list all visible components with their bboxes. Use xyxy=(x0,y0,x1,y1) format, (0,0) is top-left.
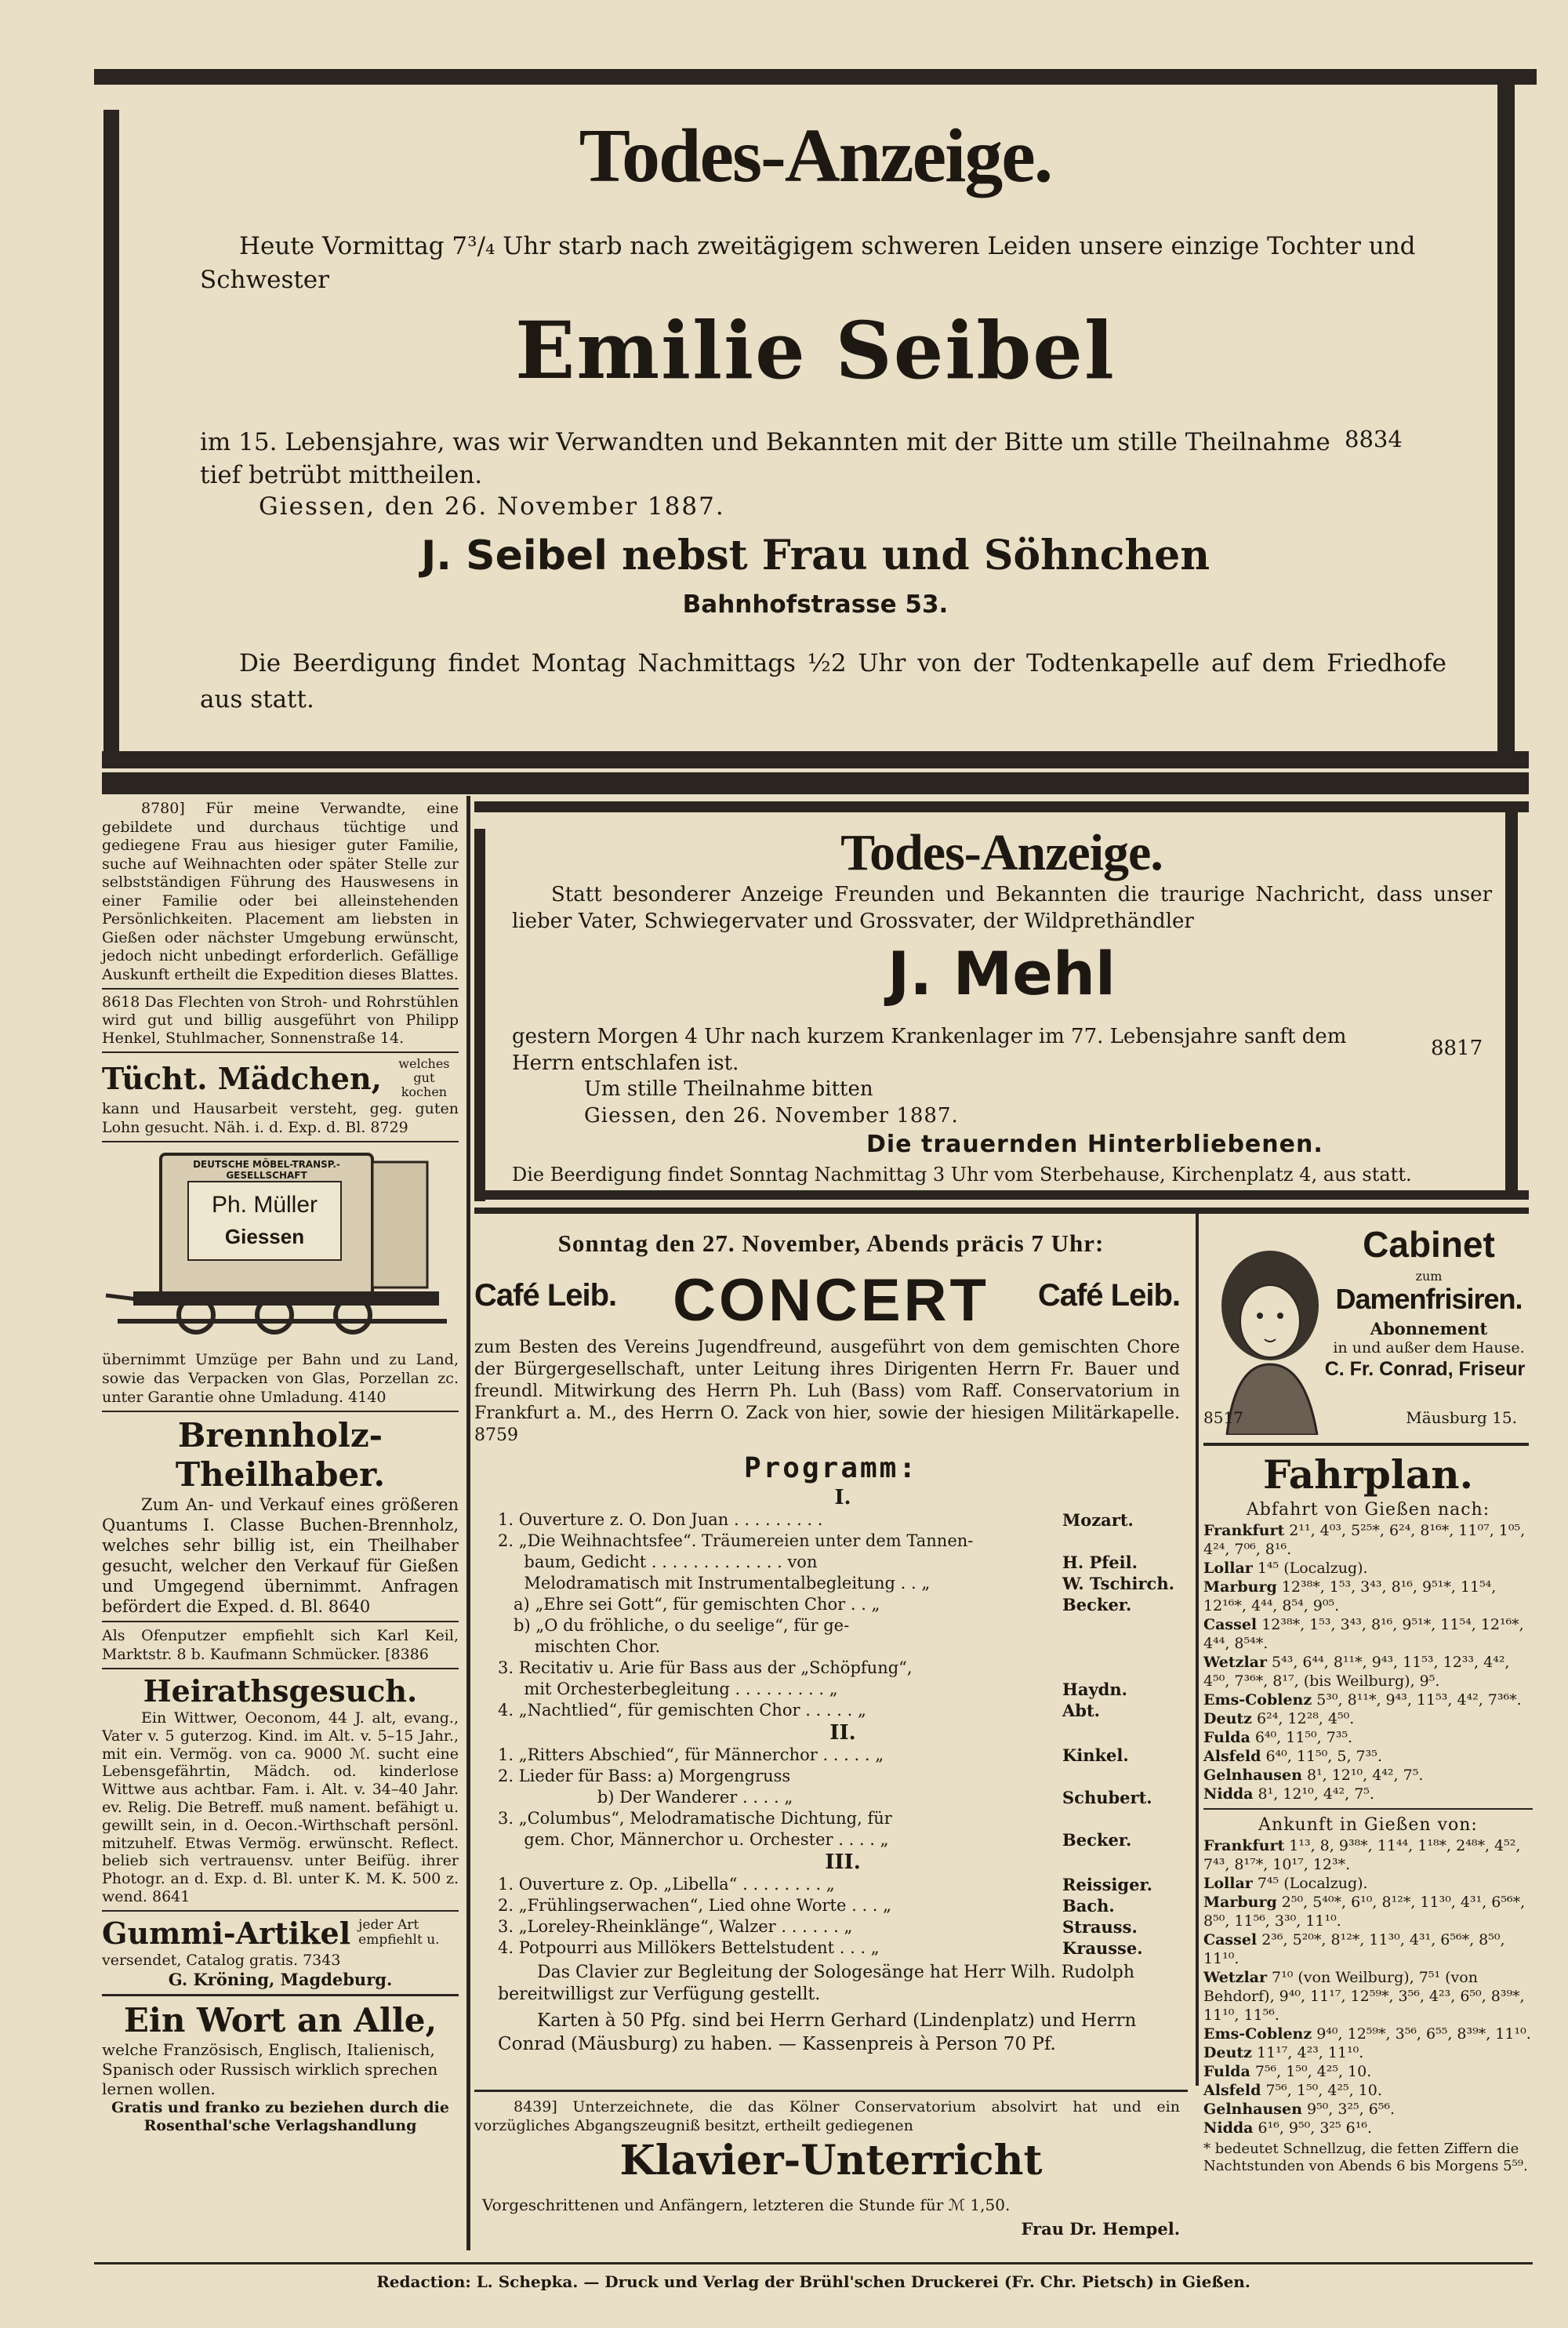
piano-body: Vorgeschrittenen und Anfängern, letzteren die Stunde für ℳ 1,50. xyxy=(482,2195,1011,2214)
program-item-composer: Reissiger. xyxy=(1062,1875,1152,1894)
left-divider xyxy=(102,1621,459,1622)
cabinet-title: Cabinet xyxy=(1363,1224,1495,1265)
ad-marriage-body: Ein Wittwer, Oeconom, 44 J. alt, evang., Vater v. 5 guterzog. Kind. im Alt. v. 5–15 Jahr., mit ein. Vermög. von ca. 9000 ℳ. sucht eine Lebensgefährtin, Mädch. od. kinderlose Wittwe aus achtbar. Fam. i. Alt. v. 34–40 Jahr. ev. Relig. Die Betreff. muß nament. befähigt u. gewillt sein, in d. Oecon.-Wirthschaft persönl. mitzuhelf. Etwas Vermög. erwünscht. Reflect. belieb sich vertrauensv. unter Beifüg. ihrer Photogr. an d. Exp. d. Bl. unter K. M. K. 500 z. wend. 8641 xyxy=(102,1709,459,1905)
program-item-composer xyxy=(1062,1531,1188,1552)
program-item-title: mit Orchesterbegleitung . . . . . . . . . „ xyxy=(498,1680,838,1698)
concert-venue-right: Café Leib. xyxy=(1037,1278,1180,1313)
cabinet-number: 8517 xyxy=(1203,1408,1243,1427)
timetable-times: 7⁵⁶, 1⁵⁰, 4²⁵, 10. xyxy=(1254,2063,1372,2080)
program-items-3 xyxy=(498,1874,1188,1959)
mehl-place-date: Giessen, den 26. November 1887. xyxy=(584,1104,959,1128)
timetable-row xyxy=(1203,2025,1533,2043)
program-item-title: b) „O du fröhliche, o du seelige“, für ge- xyxy=(498,1616,850,1635)
mehl-signers: Die trauernden Hinterbliebenen. xyxy=(866,1131,1323,1158)
departures-head: Abfahrt von Gießen nach: xyxy=(1246,1500,1490,1520)
timetable-times: 1¹³, 8, 9³⁸*, 11⁴⁴, 1¹⁸*, 2⁴⁸*, 4⁵², 7⁴³, 8¹⁷*, 10¹⁷, 12³*. xyxy=(1203,1837,1521,1873)
timetable-city: Alsfeld xyxy=(1203,1748,1261,1765)
timetable-times: 2³⁶, 5²⁰*, 8¹²*, 11³⁰, 4³¹, 6⁵⁶*, 8⁵⁰, 11¹⁰. xyxy=(1203,1931,1505,1967)
ad-firewood-head: Brennholz-Theilhaber. xyxy=(175,1416,386,1494)
program-item-title: gem. Chor, Männerchor u. Orchester . . . . „ xyxy=(498,1830,889,1849)
program-item xyxy=(498,1938,1188,1959)
cabinet-street: Mäusburg 15. xyxy=(1406,1408,1517,1427)
program-item-composer: Krausse. xyxy=(1062,1938,1143,1958)
timetable-city: Ems-Coblenz xyxy=(1203,2025,1312,2043)
ad-rubber-head: Gummi-Artikel xyxy=(102,1915,351,1951)
program-part-3: III. xyxy=(825,1850,861,1874)
timetable-city: Ems-Coblenz xyxy=(1203,1691,1312,1709)
program-items-1 xyxy=(498,1509,1188,1721)
program-item-composer xyxy=(1062,1808,1188,1829)
program-item xyxy=(498,1895,1188,1916)
timetable-times: 5⁴³, 6⁴⁴, 8¹¹*, 9⁴³, 11⁵³, 12³³, 4⁴², 4⁵⁰, 7³⁶*, 8¹⁷, (bis Weilburg), 9⁵. xyxy=(1203,1654,1510,1690)
timetable-row xyxy=(1203,1559,1533,1578)
program-item xyxy=(498,1745,1188,1766)
program-item xyxy=(498,1916,1188,1938)
program-item-title: 4. Potpourri aus Millökers Bettelstudent . . . „ xyxy=(498,1938,880,1957)
program-title: Programm: xyxy=(743,1452,919,1484)
timetable-times: 5³⁰, 8¹¹*, 9⁴³, 11⁵³, 4⁴², 7³⁶*. xyxy=(1316,1691,1522,1709)
program-item xyxy=(498,1552,1188,1573)
footer-imprint: Redaction: L. Schepka. — Druck und Verlag der Brühl'schen Druckerei (Fr. Chr. Pietsch) in Gießen. xyxy=(376,2272,1250,2291)
arrivals-list xyxy=(1203,1836,1533,2137)
program xyxy=(498,1486,1188,2056)
right-divider xyxy=(1203,1443,1529,1446)
program-item xyxy=(498,1531,1188,1552)
program-items-2 xyxy=(498,1745,1188,1850)
notice-signer xyxy=(94,532,1537,579)
program-item-composer xyxy=(1062,1636,1188,1658)
program-item-composer: Abt. xyxy=(1062,1701,1100,1720)
program-item-composer xyxy=(1062,1615,1188,1636)
wagon-city: Giessen xyxy=(224,1225,305,1248)
notice-intro: Heute Vormittag 7³/₄ Uhr starb nach zweitägigem schweren Leiden unsere einzige Tochter und Schwester xyxy=(200,232,1416,294)
timetable-city: Wetzlar xyxy=(1203,1969,1267,1986)
cabinet-ad xyxy=(1203,1223,1529,1439)
timetable-row xyxy=(1203,1615,1533,1653)
program-item xyxy=(498,1829,1188,1850)
timetable-city: Deutz xyxy=(1203,1710,1252,1727)
ad-languages-head: Ein Wort an Alle, xyxy=(123,2000,437,2039)
left-divider xyxy=(102,1051,459,1053)
concert-header: Sonntag den 27. November, Abends präcis 7 Uhr: xyxy=(557,1229,1105,1257)
moving-wagon-illustration xyxy=(102,1146,459,1350)
mehl-funeral: Die Beerdigung findet Sonntag Nachmittag 3 Uhr vom Sterbehause, Kirchenplatz 4, aus statt. xyxy=(512,1164,1412,1186)
notice-place-date: Giessen, den 26. November 1887. xyxy=(259,492,725,521)
timetable-city: Fulda xyxy=(1203,2063,1250,2080)
timetable-city: Marburg xyxy=(1203,1894,1277,1911)
wagon-company: DEUTSCHE MÖBEL-TRANSP.-GESELLSCHAFT xyxy=(193,1159,340,1181)
left-divider xyxy=(102,1994,459,1996)
ad-rubber xyxy=(102,1916,459,1951)
notice-body: im 15. Lebensjahre, was wir Verwandten und Bekannten mit der Bitte um stille Theilnahme tief betrübt mittheilen. xyxy=(200,428,1330,489)
timetable-city: Nidda xyxy=(1203,1785,1254,1803)
timetable-times: 9⁵⁰, 3²⁵, 6⁵⁶. xyxy=(1306,2101,1396,2118)
timetable-times: 7⁵⁶, 1⁵⁰, 4²⁵, 10. xyxy=(1265,2082,1382,2099)
program-item-title: mischten Chor. xyxy=(498,1637,661,1656)
timetable-city: Gelnhausen xyxy=(1203,2101,1302,2118)
program-part-1: I. xyxy=(834,1486,851,1509)
left-divider xyxy=(102,988,459,990)
timetable-row xyxy=(1203,1578,1533,1615)
timetable-times: 8¹, 12¹⁰, 4⁴², 7⁵. xyxy=(1306,1767,1424,1784)
timetable-times: 6⁴⁰, 11⁵⁰, 5, 7³⁵. xyxy=(1265,1748,1382,1765)
program-item-title: 2. Lieder für Bass: a) Morgengruss xyxy=(498,1767,791,1785)
arrivals-head: Ankunft in Gießen von: xyxy=(1258,1815,1478,1835)
footer-rule xyxy=(94,2262,1533,2264)
left-divider xyxy=(102,1411,459,1412)
program-item-title: a) „Ehre sei Gott“, für gemischten Chor . . „ xyxy=(498,1595,880,1614)
timetable-row xyxy=(1203,1785,1533,1803)
notice-top-border xyxy=(94,69,1537,85)
program-part-2: II. xyxy=(829,1721,856,1745)
timetable-row xyxy=(1203,1968,1533,2025)
notice-funeral: Die Beerdigung findet Montag Nachmittags ½2 Uhr von der Todtenkapelle auf dem Friedhofe aus statt. xyxy=(200,649,1446,714)
program-item xyxy=(498,1700,1188,1721)
mehl-name: J. Mehl xyxy=(887,939,1116,1008)
program-item xyxy=(498,1573,1188,1594)
timetable-city: Wetzlar xyxy=(1203,1654,1267,1671)
concert-piano-note: Das Clavier zur Begleitung der Sologesänge hat Herr Wilh. Rudolph bereitwilligst zur Verfügung gestellt. xyxy=(498,1963,1135,2004)
piano-top-rule xyxy=(474,2090,1188,2092)
program-item xyxy=(498,1874,1188,1895)
timetable-city: Cassel xyxy=(1203,1931,1258,1948)
mehl-left-border xyxy=(474,829,485,1201)
mehl-bottom-border xyxy=(474,1190,1529,1200)
timetable-times: 8¹, 12¹⁰, 4⁴², 7⁵. xyxy=(1258,1785,1374,1803)
timetable-row xyxy=(1203,1874,1533,1893)
ad-stove-cleaner: Als Ofenputzer empfiehlt sich Karl Keil, Marktstr. 8 b. Kaufmann Schmücker. [8386 xyxy=(102,1627,459,1663)
program-item xyxy=(498,1594,1188,1615)
timetable-times: 6⁴⁰, 11⁵⁰, 7³⁵. xyxy=(1254,1729,1353,1746)
ad-languages-tail: Gratis und franko zu beziehen durch die Rosenthal'sche Verlagshandlung xyxy=(111,2098,449,2134)
timetable-times: 7⁴⁵ (Localzug). xyxy=(1257,1875,1368,1892)
cabinet-sub: Damenfrisiren. xyxy=(1335,1283,1523,1315)
ad-rubber-side: jeder Art empfiehlt u. xyxy=(358,1917,440,1948)
program-item xyxy=(498,1766,1188,1787)
cabinet-house: in und außer dem Hause. xyxy=(1333,1339,1525,1356)
timetable-city: Nidda xyxy=(1203,2119,1254,2137)
program-item-title: 3. „Columbus“, Melodramatische Dichtung, für xyxy=(498,1809,892,1828)
timetable-times: 12³⁸*, 1⁵³, 3⁴³, 8¹⁶, 9⁵¹*, 11⁵⁴, 12¹⁶*, 4⁴⁴, 8⁵⁴*. xyxy=(1203,1616,1524,1652)
timetable-row xyxy=(1203,1728,1533,1747)
mehl-request: Um stille Theilnahme bitten xyxy=(584,1077,873,1101)
timetable-times: 2⁵⁰, 5⁴⁰*, 6¹⁰, 8¹²*, 11³⁰, 4³¹, 6⁵⁶*, 8⁵⁰, 11⁵⁶, 3³⁰, 11¹⁰. xyxy=(1203,1894,1526,1930)
timetable-note: * bedeutet Schnellzug, die fetten Ziffern die Nachtstunden von Abends 6 bis Morgens 5⁵⁹. xyxy=(1203,2141,1528,2174)
wagon-name: Ph. Müller xyxy=(211,1192,318,1218)
ad-moving: übernimmt Umzüge per Bahn und zu Land, sowie das Verpacken von Glas, Porzellan zc. unter Garantie ohne Umladung. 4140 xyxy=(102,1351,459,1406)
timetable-city: Marburg xyxy=(1203,1578,1277,1596)
program-item-composer: H. Pfeil. xyxy=(1062,1553,1138,1572)
timetable-city: Cassel xyxy=(1203,1616,1258,1633)
left-column xyxy=(102,800,459,2254)
piano-signer: Frau Dr. Hempel. xyxy=(1021,2219,1180,2239)
program-item-title: Melodramatisch mit Instrumentalbegleitung . . „ xyxy=(498,1574,931,1593)
ad-rubber-body: versendet, Catalog gratis. 7343 xyxy=(102,1951,341,1969)
ad-housekeeper: 8780] Für meine Verwandte, eine gebildete und durchaus tüchtige und gediegene Frau aus hiesiger guter Familie, suche auf Weihnachten oder später Stelle zur selbstständigen Führung des Hauswesens in einer Familie oder bei alleinstehenden Persönlichkeiten. Placement am liebsten in Gießen oder nächster Umgebung erwünscht, jedoch nicht unbedingt erforderlich. Gefällige Auskunft ertheilt die Expedition dieses Blattes. xyxy=(102,800,459,983)
program-item-title: 2. „Frühlingserwachen“, Lied ohne Worte . . . „ xyxy=(498,1896,892,1915)
signer-name: J. Seibel xyxy=(420,532,608,579)
program-item xyxy=(498,1615,1188,1636)
ad-rubber-firm: G. Kröning, Magdeburg. xyxy=(168,1969,393,1989)
ad-firewood-body: Zum An- und Verkauf eines größeren Quantums I. Classe Buchen-Brennholz, welches sehr billig ist, ein Theilhaber gesucht, welcher den Verkauf für Gießen und Umgegend übernimmt. Anfragen befördert die Exped. d. Bl. 8640 xyxy=(102,1495,459,1616)
program-item-title: baum, Gedicht . . . . . . . . . . . . . von xyxy=(498,1553,818,1571)
mehl-intro: Statt besonderer Anzeige Freunden und Bekannten die traurige Nachricht, dass unser lieber Vater, Schwiegervater und Grossvater, der Wildprethändler xyxy=(512,883,1492,933)
program-item xyxy=(498,1808,1188,1829)
timetable-row xyxy=(1203,1766,1533,1785)
program-item-title: 3. Recitativ u. Arie für Bass aus der „Schöpfung“, xyxy=(498,1658,913,1677)
mehl-title: Todes-Anzeige. xyxy=(840,824,1163,881)
ad-marriage-head: Heirathsgesuch. xyxy=(143,1673,418,1709)
mehl-body: gestern Morgen 4 Uhr nach kurzem Krankenlager im 77. Lebensjahre sanft dem Herrn entschlafen ist. xyxy=(512,1025,1347,1075)
program-item xyxy=(498,1679,1188,1700)
program-item-title: b) Der Wanderer . . . . „ xyxy=(498,1788,793,1807)
program-item-composer xyxy=(1062,1766,1188,1787)
program-item-composer: Schubert. xyxy=(1062,1788,1152,1807)
ad-maid xyxy=(102,1057,459,1099)
left-divider xyxy=(102,1910,459,1912)
concert-title: CONCERT xyxy=(673,1267,989,1334)
piano-lessons-ad xyxy=(474,2090,1188,2254)
timetable-city: Deutz xyxy=(1203,2044,1252,2061)
ad-maid-body: kann und Hausarbeit versteht, geg. guten Lohn gesucht. Näh. i. d. Exp. d. Bl. 8729 xyxy=(102,1100,459,1136)
timetable-times: 11¹⁷, 4²³, 11¹⁰. xyxy=(1257,2044,1364,2061)
cabinet-zum: zum xyxy=(1415,1269,1443,1284)
program-item-title: 1. Ouverture z. Op. „Libella“ . . . . . . . . „ xyxy=(498,1875,835,1894)
timetable-row xyxy=(1203,1747,1533,1766)
notice-left-border xyxy=(103,110,119,759)
timetable xyxy=(1203,1451,1533,2246)
concert-tickets: Karten à 50 Pfg. sind bei Herrn Gerhard (Lindenplatz) und Herrn Conrad (Mäusburg) zu haben. — Kassenpreis à Person 70 Pf. xyxy=(498,2010,1137,2054)
program-item-composer: W. Tschirch. xyxy=(1062,1574,1174,1593)
left-divider xyxy=(102,1141,459,1142)
timetable-row xyxy=(1203,1521,1533,1559)
notice-number: 8834 xyxy=(1345,426,1403,452)
piano-intro: 8439] Unterzeichnete, die das Kölner Conservatorium absolvirt hat und ein vorzügliches Abgangszeugniß besitzt, ertheilt gediegenen xyxy=(474,2098,1180,2134)
signer-rest: nebst Frau und Söhnchen xyxy=(622,532,1210,579)
concert-venue-left: Café Leib. xyxy=(474,1278,617,1313)
timetable-city: Frankfurt xyxy=(1203,1522,1285,1539)
timetable-row xyxy=(1203,2119,1533,2137)
timetable-row xyxy=(1203,2062,1533,2081)
timetable-row xyxy=(1203,1893,1533,1930)
death-notice-mehl xyxy=(474,801,1529,1201)
timetable-city: Gelnhausen xyxy=(1203,1767,1302,1784)
timetable-times: 9⁴⁰, 12⁵⁹*, 3⁵⁶, 6⁵⁵, 8³⁹*, 11¹⁰. xyxy=(1316,2025,1531,2043)
timetable-times: 7¹⁰ (von Weilburg), 7⁵¹ (von Behdorf), 9⁴⁰, 11¹⁷, 12⁵⁹*, 3⁵⁶, 4²³, 6⁵⁰, 8³⁹*, 11¹⁰, 11⁵⁶. xyxy=(1203,1969,1525,2024)
timetable-row xyxy=(1203,1836,1533,1874)
program-item-composer: Kinkel. xyxy=(1062,1745,1129,1765)
separator-bar xyxy=(102,751,1529,768)
program-item-title: 4. „Nachtlied“, für gemischten Chor . . . . . „ xyxy=(498,1701,866,1720)
departures-list xyxy=(1203,1521,1533,1803)
timetable-row xyxy=(1203,2081,1533,2100)
death-notice-seibel xyxy=(94,69,1537,759)
program-item-title: 2. „Die Weihnachtsfee“. Träumereien unter dem Tannen- xyxy=(498,1531,974,1550)
program-item-composer: Becker. xyxy=(1062,1830,1132,1850)
timetable-times: 6²⁴, 12²⁸, 4⁵⁰. xyxy=(1257,1710,1355,1727)
program-item xyxy=(498,1658,1188,1679)
separator-bar-2 xyxy=(102,772,1529,794)
mehl-number: 8817 xyxy=(1431,1037,1483,1060)
program-item-composer: Bach. xyxy=(1062,1896,1115,1916)
left-divider xyxy=(102,1668,459,1669)
program-item-title: 3. „Loreley-Rheinklänge“, Walzer . . . . . . „ xyxy=(498,1917,853,1936)
lady-portrait-icon xyxy=(1203,1239,1337,1435)
piano-title: Klavier-Unterricht xyxy=(619,2137,1043,2185)
timetable-row xyxy=(1203,1709,1533,1728)
program-item-composer: Mozart. xyxy=(1062,1510,1134,1530)
concert-ad xyxy=(474,1208,1188,2086)
timetable-times: 6¹⁶, 9⁵⁰, 3²⁵ 6¹⁶. xyxy=(1258,2119,1373,2137)
program-item xyxy=(498,1509,1188,1531)
timetable-divider xyxy=(1203,1808,1533,1810)
ad-maid-side: welches gut kochen xyxy=(398,1056,450,1099)
timetable-city: Lollar xyxy=(1203,1560,1253,1577)
timetable-city: Lollar xyxy=(1203,1875,1253,1892)
program-item-composer xyxy=(1062,1658,1188,1679)
timetable-times: 1⁴⁵ (Localzug). xyxy=(1257,1560,1368,1577)
timetable-times: 12³⁸*, 1⁵³, 3⁴³, 8¹⁶, 9⁵¹*, 11⁵⁴, 12¹⁶*, 4⁴⁴, 8⁵⁴, 9⁰⁵. xyxy=(1203,1578,1497,1614)
column-rule xyxy=(466,796,470,2250)
mehl-top-border xyxy=(474,801,1529,812)
ad-maid-head: Tücht. Mädchen, xyxy=(102,1060,382,1096)
program-item xyxy=(498,1787,1188,1808)
deceased-name: Emilie Seibel xyxy=(515,304,1116,397)
cabinet-owner: C. Fr. Conrad, Friseur xyxy=(1324,1358,1526,1380)
timetable-title: Fahrplan. xyxy=(1263,1451,1473,1498)
ad-languages-body: welche Französisch, Englisch, Italienisch, Spanisch oder Russisch wirklich sprechen lernen wollen. xyxy=(102,2039,438,2098)
ad-chairs: 8618 Das Flechten von Stroh- und Rohrstühlen wird gut und billig ausgeführt von Philipp Henkel, Stuhlmacher, Sonnenstraße 14. xyxy=(102,993,459,1047)
timetable-times: 2¹¹, 4⁰³, 5²⁵*, 6²⁴, 8¹⁶*, 11⁰⁷, 1⁰⁵, 4²⁴, 7⁰⁶, 8¹⁶. xyxy=(1203,1522,1526,1558)
concert-desc: zum Besten des Vereins Jugendfreund, ausgeführt von dem gemischten Chore der Bürgergesellschaft, unter Leitung ihres Dirigenten Herrn Fr. Bauer und freundl. Mitwirkung des Herrn Ph. Luh (Bass) vom Raff. Conservatorium in Frankfurt a. M., des Herrn O. Zack von hier, sowie der hiesigen Militärkapelle. 8759 xyxy=(474,1338,1180,1445)
timetable-row xyxy=(1203,2043,1533,2062)
program-item-title: 1. „Ritters Abschied“, für Männerchor . . . . . „ xyxy=(498,1745,884,1764)
program-item-composer: Strauss. xyxy=(1062,1917,1138,1937)
program-item-composer: Becker. xyxy=(1062,1595,1132,1614)
concert-top-rule xyxy=(474,1208,1529,1214)
program-item xyxy=(498,1636,1188,1658)
program-item-title: 1. Ouverture z. O. Don Juan . . . . . . . . . xyxy=(498,1510,823,1529)
timetable-city: Fulda xyxy=(1203,1729,1250,1746)
timetable-city: Alsfeld xyxy=(1203,2082,1261,2099)
cabinet-abo: Abonnement xyxy=(1370,1319,1488,1338)
timetable-row xyxy=(1203,1653,1533,1691)
timetable-city: Frankfurt xyxy=(1203,1837,1285,1854)
notice-title: Todes-Anzeige. xyxy=(579,114,1052,198)
timetable-row xyxy=(1203,1930,1533,1968)
timetable-row xyxy=(1203,2100,1533,2119)
notice-address: Bahnhofstrasse 53. xyxy=(682,590,949,619)
timetable-row xyxy=(1203,1691,1533,1709)
program-item-composer: Haydn. xyxy=(1062,1680,1127,1699)
column-rule-right xyxy=(1196,1208,1199,2086)
